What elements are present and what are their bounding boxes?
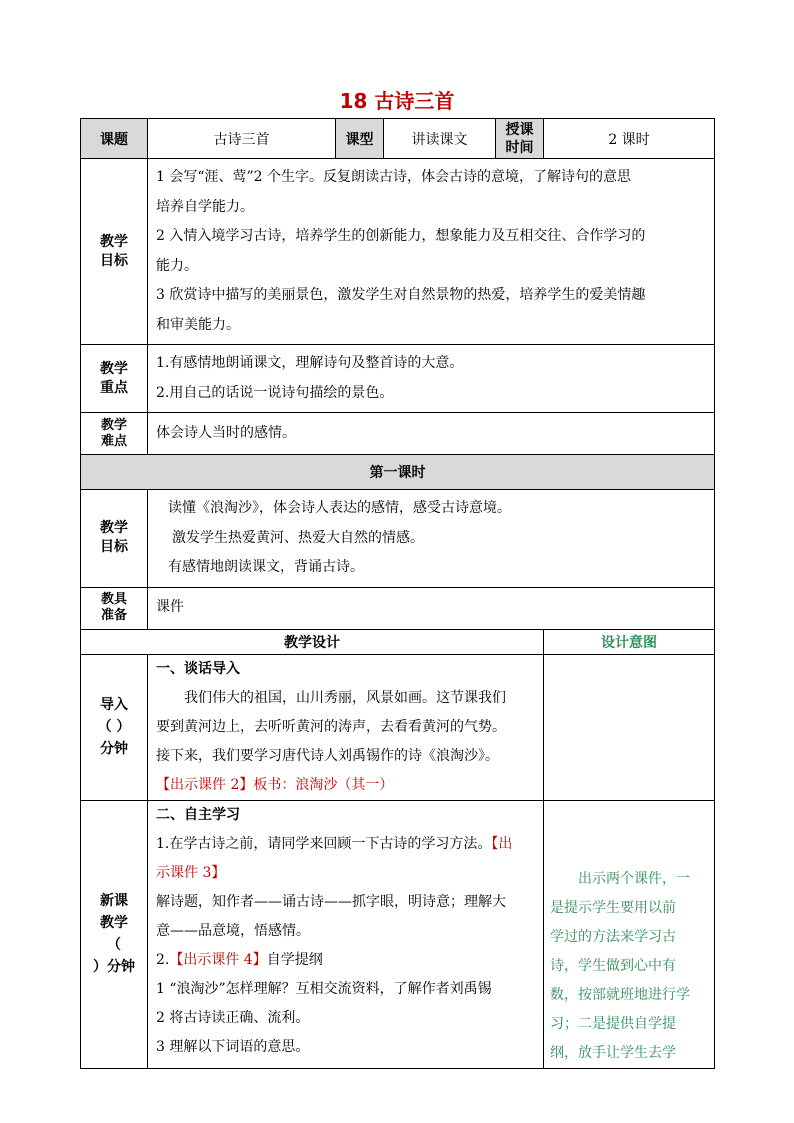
new-lesson-line-7: 2 将古诗读正确、流利。	[156, 1009, 310, 1026]
difficulty-content: 体会诗人当时的感情。	[148, 413, 715, 455]
design-header: 教学设计	[81, 629, 544, 654]
goals-content	[148, 159, 715, 345]
new-lesson-intent	[544, 800, 715, 1068]
lesson-plan-table	[80, 118, 715, 1069]
period-goals-row	[81, 490, 715, 588]
goals-line-3: 2 入情入境学习古诗，培养学生的创新能力，想象能力及互相交往、合作学习的	[156, 228, 646, 244]
new-lesson-content	[148, 800, 544, 1068]
period-goal-3: 有感情地朗读课文，背诵古诗。	[168, 559, 364, 575]
intent-line-1: 出示两个课件，一	[578, 870, 690, 887]
page-title: 18 古诗三首	[339, 89, 455, 113]
board-writing: 板书：浪淘沙（其一）	[253, 776, 394, 793]
intro-para-3: 接下来，我们要学习唐代诗人刘禹锡作的诗《浪淘沙》。	[156, 747, 499, 764]
key-point-1: 1.有感情地朗诵课文，理解诗句及整首诗的大意。	[156, 355, 464, 371]
kexing-value: 讲读课文	[384, 119, 496, 159]
kexing-label: 课型	[336, 119, 384, 159]
intent-line-7: 纲，放手让学生去学	[550, 1044, 676, 1061]
shijian-value: 2 课时	[544, 119, 715, 159]
new-lesson-label: 新课 教学 （ ）分钟	[81, 800, 148, 1068]
period-band: 第一课时	[81, 455, 715, 490]
new-lesson-heading: 二、自主学习	[156, 806, 240, 823]
new-lesson-line-8: 3 理解以下词语的意思。	[156, 1038, 310, 1055]
tools-content: 课件	[148, 587, 715, 629]
keti-value: 古诗三首	[148, 119, 336, 159]
new-lesson-row	[81, 800, 715, 1068]
new-lesson-line-4: 意——品意境，悟感情。	[156, 922, 310, 939]
key-point-2: 2.用自己的话说一说诗句描绘的景色。	[156, 384, 394, 401]
intro-para-2: 要到黄河边上，去听听黄河的涛声，去看看黄河的气势。	[156, 718, 506, 735]
intent-header: 设计意图	[544, 629, 715, 654]
new-lesson-line-3: 解诗题，知作者——诵古诗——抓字眼，明诗意；理解大	[156, 893, 506, 910]
tools-row	[81, 587, 715, 629]
new-lesson-line-1: 1.在学古诗之前，请同学来回顾一下古诗的学习方法。【出	[156, 835, 513, 852]
intro-content	[148, 654, 544, 800]
goals-line-1: 1 会写“涯、莺”2 个生字。反复朗读古诗，体会古诗的意境，了解诗句的意思	[156, 169, 632, 185]
tools-label: 教具 准备	[81, 587, 148, 629]
goals-line-6: 和审美能力。	[156, 316, 240, 333]
key-points-row	[81, 345, 715, 413]
key-points-label: 教学 重点	[81, 345, 148, 413]
shijian-label: 授课 时间	[496, 119, 544, 159]
intro-para-1: 我们伟大的祖国，山川秀丽，风景如画。这节课我们	[184, 689, 506, 706]
difficulty-label: 教学 难点	[81, 413, 148, 455]
period-goal-2: 激发学生热爱黄河、热爱大自然的情感。	[172, 529, 424, 546]
intent-line-6: 习；二是提供自学提	[550, 1015, 676, 1032]
intro-heading: 一、谈话导入	[156, 660, 240, 677]
goals-row	[81, 159, 715, 345]
intent-line-3: 学过的方法来学习古	[550, 928, 676, 945]
period-goals-label: 教学 目标	[81, 490, 148, 588]
intent-line-4: 诗，学生做到心中有	[550, 957, 676, 974]
difficulty-row	[81, 413, 715, 455]
period-band-row	[81, 455, 715, 490]
courseware-tag: 【出示课件 2】	[156, 776, 254, 793]
goals-label: 教学 目标	[81, 159, 148, 345]
new-lesson-line-5: 2.【出示课件 4】自学提纲	[156, 951, 323, 968]
intro-intent	[544, 654, 715, 800]
key-points-content	[148, 345, 715, 413]
intro-label: 导入 （ ） 分钟	[81, 654, 148, 800]
period-goals-content	[148, 490, 715, 588]
new-lesson-line-6: 1 “浪淘沙”怎样理解？互相交流资料，了解作者刘禹锡	[156, 980, 492, 997]
period-goal-1: 读懂《浪淘沙》，体会诗人表达的感情，感受古诗意境。	[168, 500, 511, 516]
goals-line-5: 3 欣赏诗中描写的美丽景色，激发学生对自然景物的热爱，培养学生的爱美情趣	[156, 287, 646, 303]
header-row	[81, 119, 715, 159]
keti-label: 课题	[81, 119, 148, 159]
goals-line-2: 培养自学能力。	[156, 198, 254, 215]
design-header-row	[81, 629, 715, 654]
new-lesson-line-2: 示课件 3】	[156, 864, 226, 881]
intro-row	[81, 654, 715, 800]
intent-line-2: 是提示学生要用以前	[550, 899, 676, 916]
intent-line-5: 数，按部就班地进行学	[550, 986, 690, 1003]
goals-line-4: 能力。	[156, 257, 198, 274]
intro-courseware-line	[156, 771, 539, 800]
